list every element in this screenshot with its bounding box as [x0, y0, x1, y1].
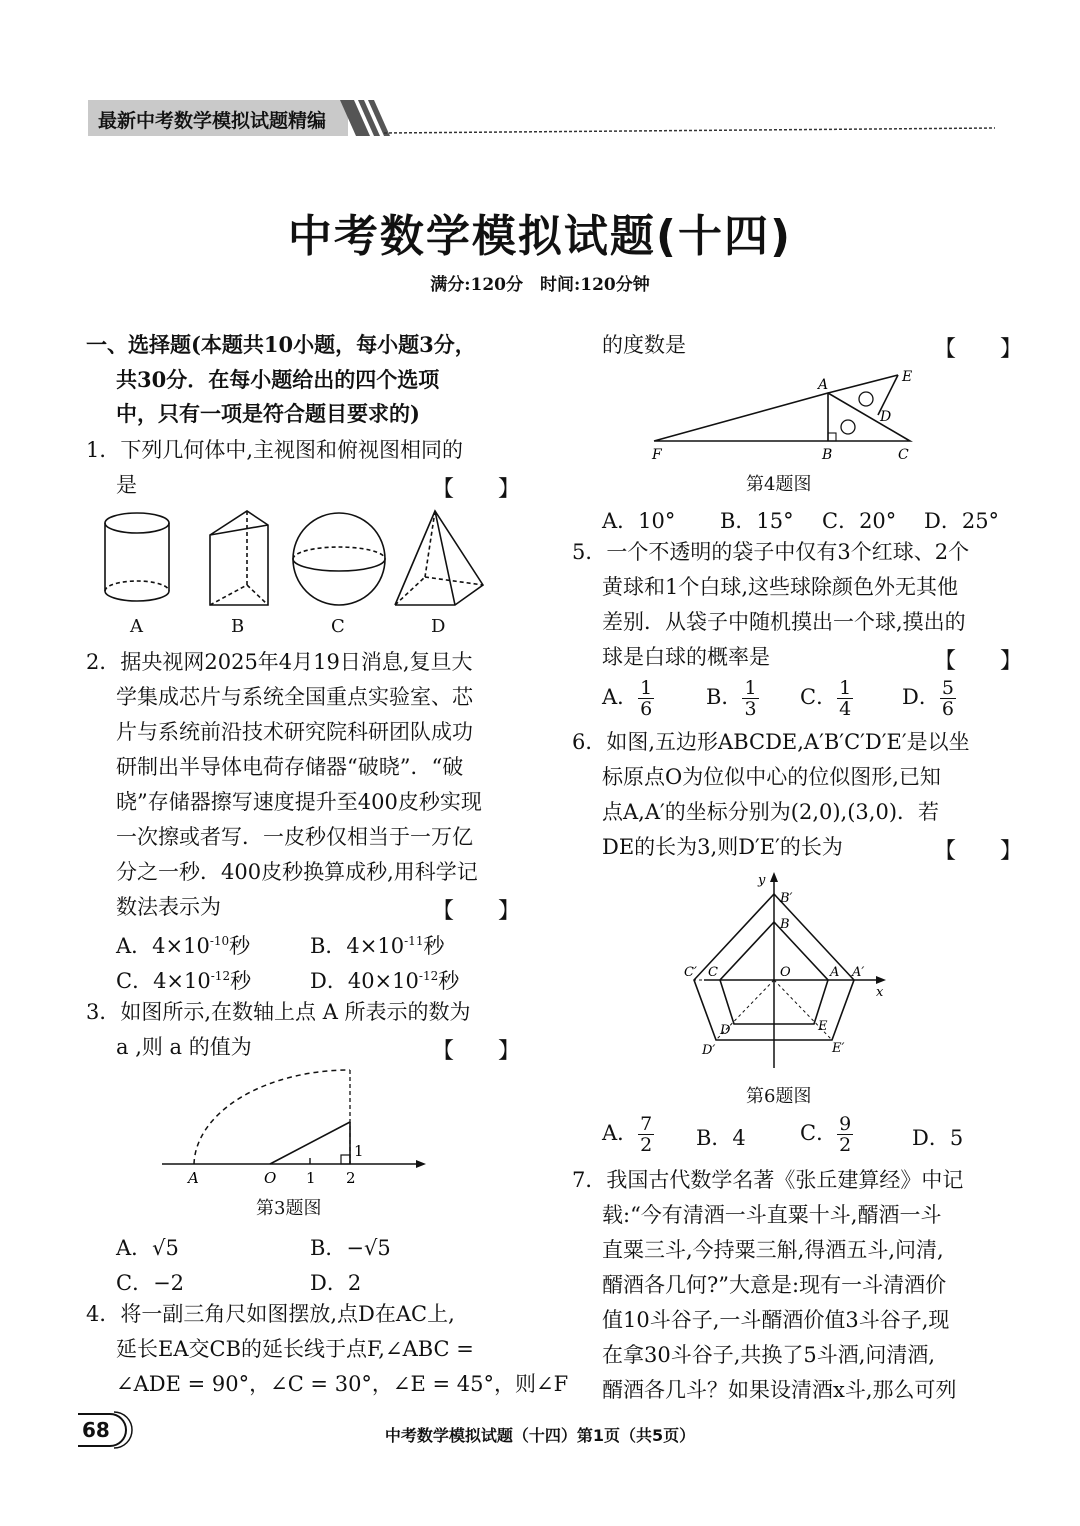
q6-point-c2-label: C′ — [684, 965, 697, 980]
q2-answer-bracket: 【 】 — [432, 899, 521, 924]
q4-line4: 的度数是 — [602, 333, 686, 357]
q1-label-d: D — [431, 616, 446, 637]
q5-line4: 球是白球的概率是 — [602, 645, 770, 669]
q3-point-o-label: O — [264, 1169, 277, 1187]
q5-line3: 差别．从袋子中随机摸出一个球,摸出的 — [602, 610, 966, 634]
q6-line2: 标原点O为位似中心的位似图形,已知 — [602, 765, 941, 789]
q4-line1: 4．将一副三角尺如图摆放,点D在AC上, — [86, 1302, 455, 1326]
q3-line1: 3．如图所示,在数轴上点 A 所表示的数为 — [86, 1000, 471, 1024]
q6-point-a2-label: A′ — [852, 965, 865, 980]
q6-option-d: D．5 — [912, 1126, 964, 1150]
q6-line1: 6．如图,五边形ABCDE,A′B′C′D′E′是以坐 — [572, 730, 970, 754]
q4-caption: 第4题图 — [746, 474, 812, 495]
q7-line7: 醑酒各几斗？如果设清酒x斗,那么可列 — [602, 1378, 957, 1402]
q6-point-o-label: O — [780, 965, 791, 980]
footer-text: 中考数学模拟试题（十四）第1页（共5页） — [384, 1426, 696, 1445]
q6-axis-y-label: y — [758, 873, 766, 888]
q3-tick-1-label: 1 — [306, 1169, 316, 1187]
q6-pentagon-figure — [680, 868, 890, 1078]
page-title: 中考数学模拟试题(十四) — [287, 211, 793, 262]
q6-point-e-label: E — [818, 1019, 828, 1034]
section1-line1: 一、选择题(本题共10小题，每小题3分， — [86, 332, 476, 357]
q6-option-b: B．4 — [696, 1126, 746, 1150]
page-subtitle: 满分:120分 时间:120分钟 — [430, 275, 650, 295]
q5-option-c: C． $\frac{1}{4}$ — [800, 677, 852, 720]
q3-caption: 第3题图 — [256, 1198, 322, 1219]
q6-caption: 第6题图 — [746, 1086, 812, 1107]
q2-line8: 数法表示为 — [116, 895, 221, 919]
q5-option-d: D． $\frac{5}{6}$ — [902, 677, 954, 720]
q2-line5: 晓”存储器擦写速度提升至400皮秒实现 — [116, 790, 482, 814]
q6-point-c-label: C — [708, 965, 718, 980]
sphere-shape — [293, 513, 385, 605]
q4-triangle-figure — [640, 365, 930, 465]
q3-numberline-figure — [150, 1060, 440, 1190]
q4-option-b: B．15° — [720, 509, 794, 533]
header-banner-text: 最新中考数学模拟试题精编 — [98, 110, 327, 132]
q7-line1: 7．我国古代数学名著《张丘建算经》中记 — [572, 1168, 964, 1192]
q4-point-c-label: C — [898, 447, 909, 463]
q6-point-a-label: A — [830, 965, 840, 980]
q3-option-d: D．2 — [310, 1271, 362, 1295]
q5-line2: 黄球和1个白球,这些球除颜色外无其他 — [602, 575, 959, 599]
q6-axis-x-label: x — [876, 985, 884, 1000]
header-stripes — [340, 100, 1000, 140]
q2-option-c: C．$4\times 10^{-12}$秒 — [116, 969, 252, 993]
q1-label-c: C — [331, 616, 345, 637]
cylinder-shape — [105, 513, 169, 601]
page-number: 68 — [82, 1418, 110, 1442]
q4-option-c: C．20° — [822, 509, 897, 533]
q5-option-b: B． $\frac{1}{3}$ — [706, 677, 757, 720]
q3-point-a-label: A — [188, 1169, 199, 1187]
q3-answer-bracket: 【 】 — [432, 1039, 521, 1064]
section1-line3: 中，只有一项是符合题目要求的) — [116, 401, 420, 426]
q6-point-b2-label: B′ — [780, 891, 793, 906]
q6-point-b-label: B — [780, 917, 790, 932]
q1-label-a: A — [130, 616, 143, 637]
q5-option-a: A． $\frac{1}{6}$ — [602, 677, 653, 720]
q5-line1: 5．一个不透明的袋子中仅有3个红球、2个 — [572, 540, 970, 564]
q2-line4: 研制出半导体电荷存储器“破晓”．“破 — [116, 755, 464, 779]
q3-option-c: C．−2 — [116, 1271, 185, 1295]
q4-answer-bracket: 【 】 — [934, 337, 1023, 362]
q7-line2: 载:“今有清酒一斗直粟十斗,醑酒一斗 — [602, 1203, 942, 1227]
q4-point-f-label: F — [652, 447, 662, 463]
q4-point-d-label: D — [880, 409, 892, 425]
q4-point-a-label: A — [818, 377, 829, 393]
q2-line3: 片与系统前沿技术研究院科研团队成功 — [116, 720, 473, 744]
q2-line6: 一次擦或者写．一皮秒仅相当于一万亿 — [116, 825, 473, 849]
q3-line2: a ,则 a 的值为 — [116, 1035, 252, 1059]
q7-line3: 直粟三斗,今持粟三斛,得酒五斗,问清, — [602, 1238, 944, 1262]
q2-line2: 学集成芯片与系统全国重点实验室、芯 — [116, 685, 473, 709]
q4-point-e-label: E — [902, 369, 913, 385]
q3-height-label: 1 — [354, 1142, 364, 1160]
pyramid-shape — [395, 511, 483, 605]
q6-option-c: C． $\frac{9}{2}$ — [800, 1113, 852, 1156]
q6-option-a: A． $\frac{7}{2}$ — [602, 1113, 653, 1156]
q3-tick-2-label: 2 — [346, 1169, 356, 1187]
q4-point-b-label: B — [822, 447, 833, 463]
q1-label-b: B — [231, 616, 245, 637]
q4-option-a: A．10° — [602, 509, 676, 533]
q7-line5: 值10斗谷子,一斗醑酒价值3斗谷子,现 — [602, 1308, 950, 1332]
q2-option-b: B．$4\times 10^{-11}$秒 — [310, 934, 445, 958]
q2-option-d: D．$40\times 10^{-12}$秒 — [310, 969, 460, 993]
q1-answer-bracket: 【 】 — [432, 477, 521, 502]
q4-line2: 延长EA交CB的延长线于点F,∠ABC = — [116, 1337, 474, 1361]
q6-point-d-label: D — [720, 1023, 731, 1038]
q1-line1: 1．下列几何体中,主视图和俯视图相同的 — [86, 438, 464, 462]
q2-line7: 分之一秒．400皮秒换算成秒,用科学记 — [116, 860, 478, 884]
q2-option-a: A．$4\times 10^{-10}$秒 — [116, 934, 251, 958]
q6-line4: DE的长为3,则D′E′的长为 — [602, 835, 843, 859]
q6-line3: 点A,A′的坐标分别为(2,0),(3,0)．若 — [602, 800, 940, 824]
q2-line1: 2．据央视网2025年4月19日消息,复旦大 — [86, 650, 473, 674]
q6-answer-bracket: 【 】 — [934, 839, 1023, 864]
q3-option-a: A．√5 — [116, 1236, 179, 1260]
prism-shape — [210, 511, 268, 605]
q5-answer-bracket: 【 】 — [934, 649, 1023, 674]
q4-line3: ∠ADE = 90°，∠C = 30°，∠E = 45°，则∠F — [116, 1372, 569, 1396]
q6-point-e2-label: E′ — [832, 1041, 845, 1056]
q4-option-d: D．25° — [924, 509, 1000, 533]
section1-line2: 共30分．在每小题给出的四个选项 — [116, 367, 440, 392]
q7-line6: 在拿30斗谷子,共换了5斗酒,问清酒, — [602, 1343, 936, 1367]
q7-line4: 醑酒各几何?”大意是:现有一斗清酒价 — [602, 1273, 947, 1297]
q6-point-d2-label: D′ — [702, 1043, 716, 1058]
q1-line2: 是 — [116, 473, 137, 497]
q3-option-b: B．−√5 — [310, 1236, 391, 1260]
